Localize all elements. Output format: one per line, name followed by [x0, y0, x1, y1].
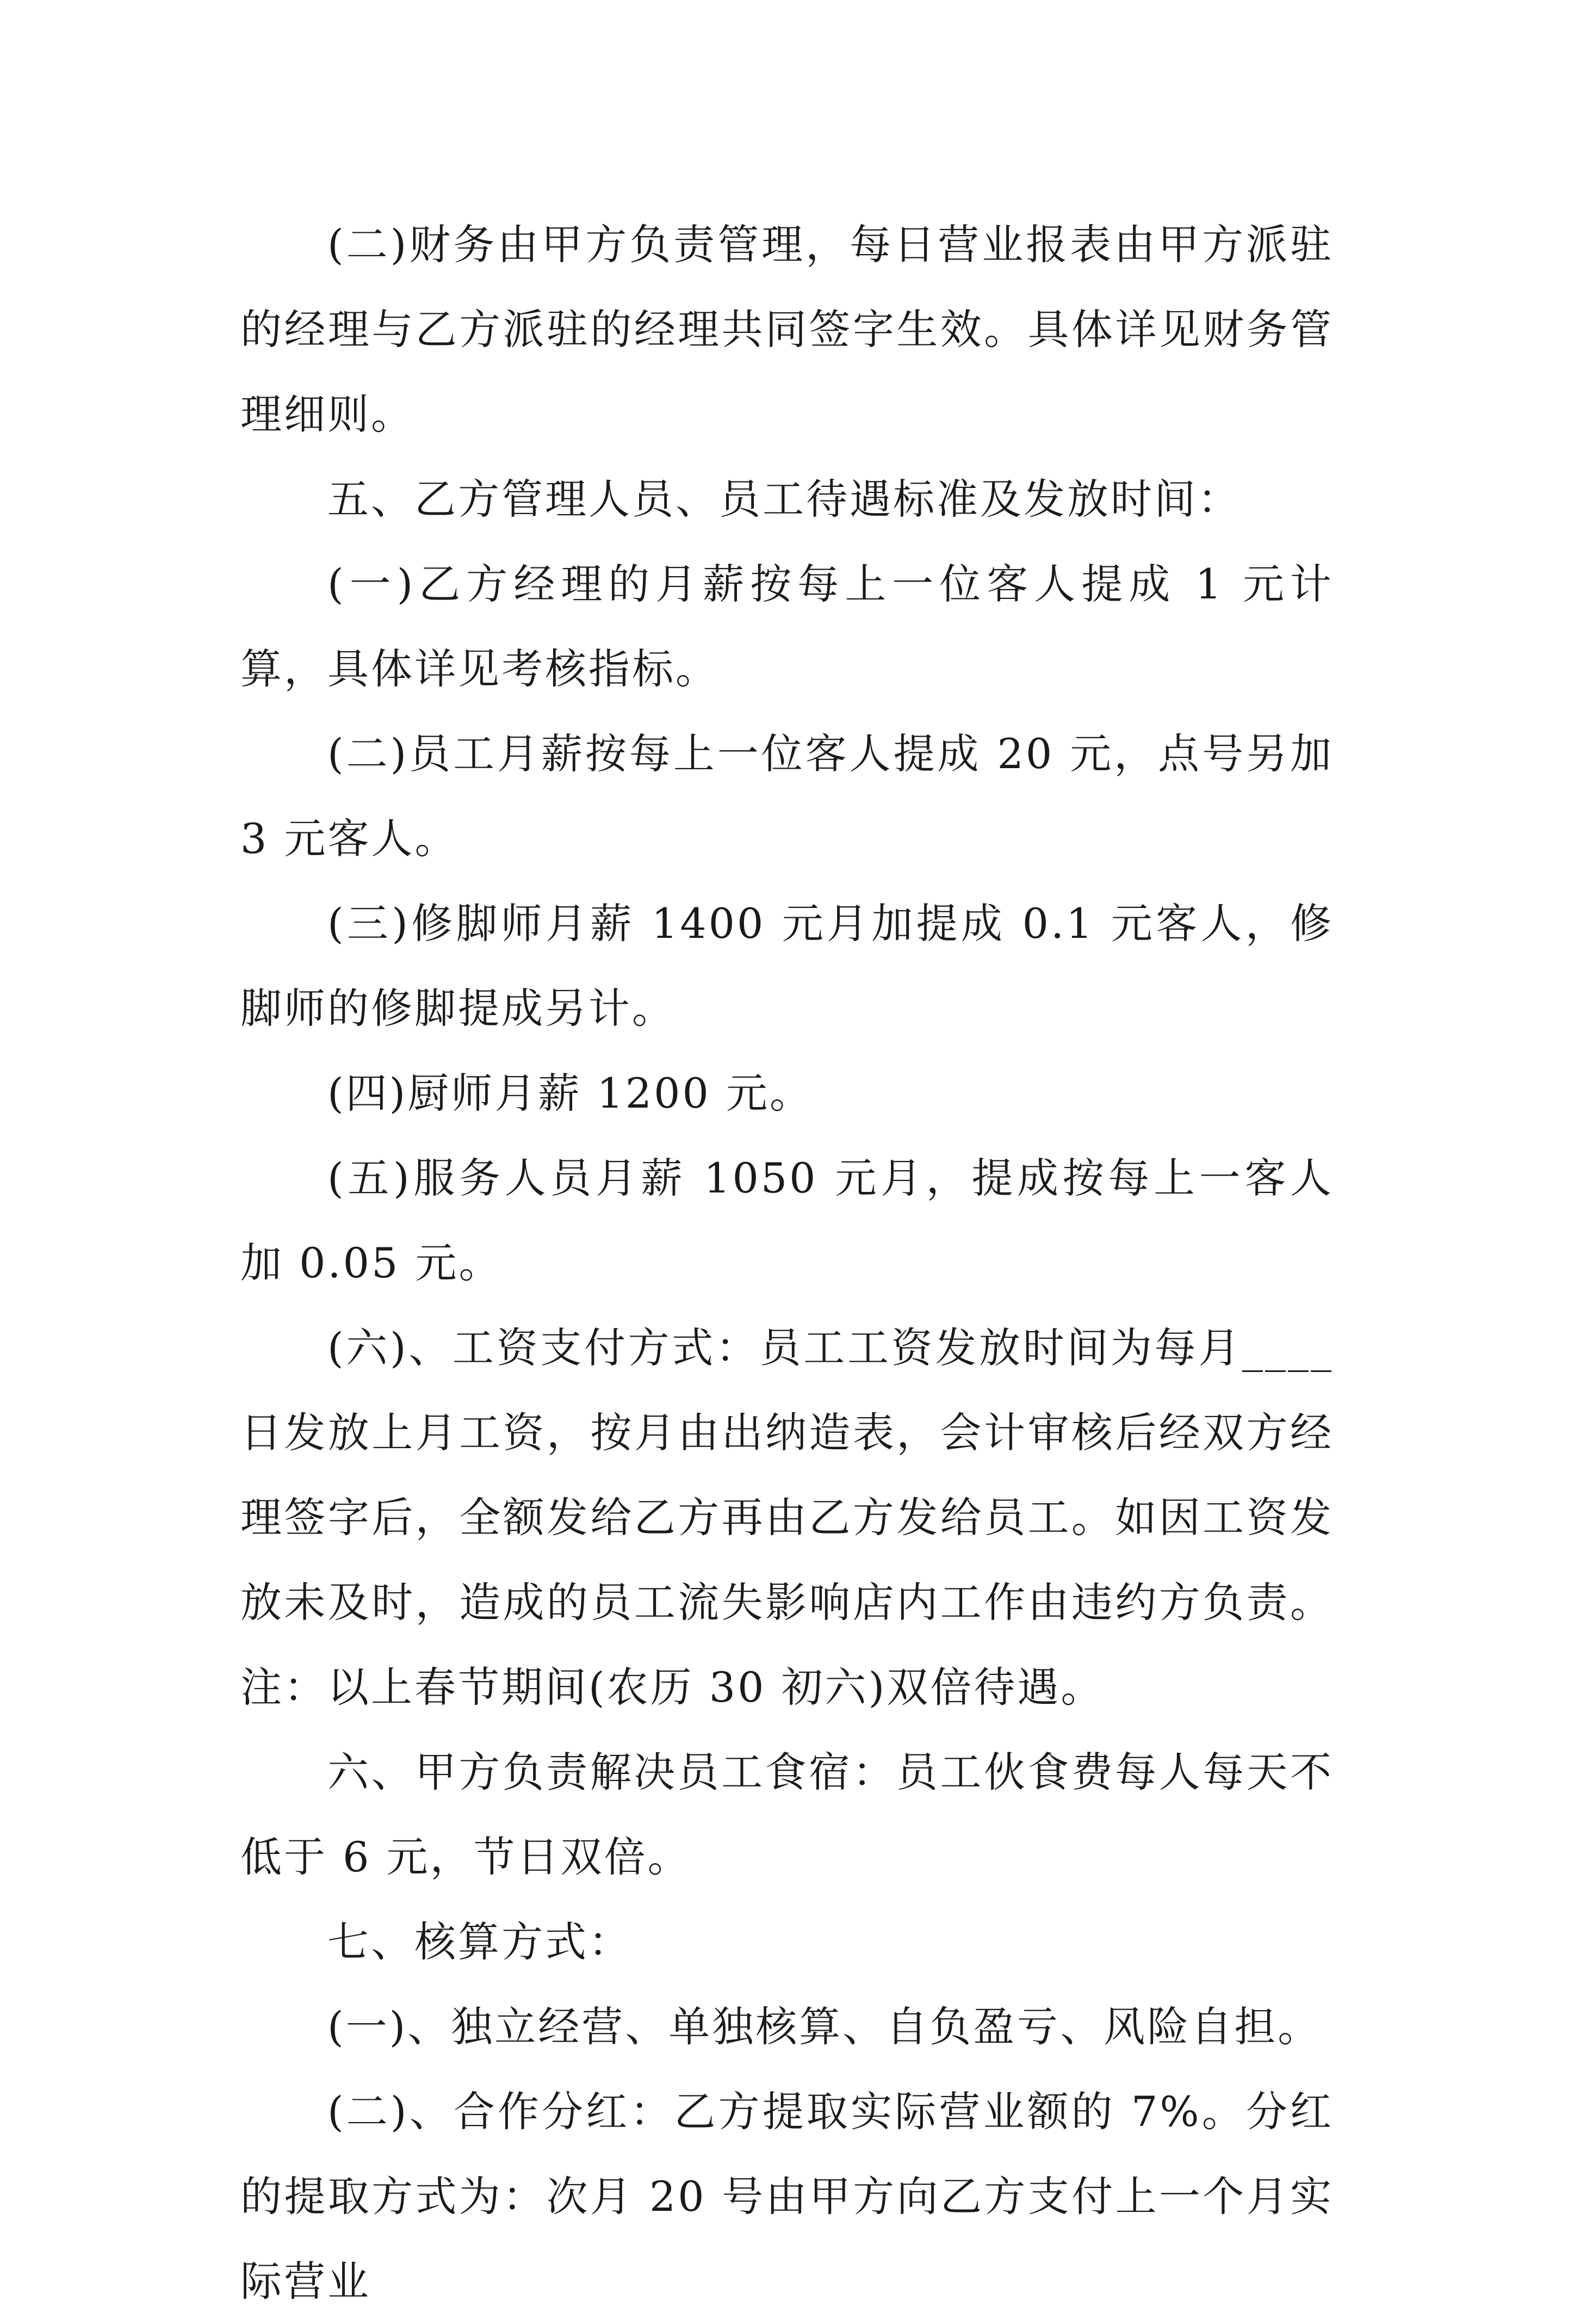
section-heading-accounting: 七、核算方式：	[327, 1918, 632, 1966]
paragraph-finance-management: (二)财务由甲方负责管理，每日营业报表由甲方派驻的经理与乙方派驻的经理共同签字生效。具体详见财务管理细则。	[240, 220, 1334, 438]
paragraph-profit-sharing: (二)、合作分红：乙方提取实际营业额的 7%。分红的提取方式为：次月 20 号由甲方向乙方支付上一个月实际营业	[240, 2087, 1334, 2306]
paragraph-pedicurist-salary: (三)修脚师月薪 1400 元月加提成 0.1 元客人，修脚师的修脚提成另计。	[240, 899, 1334, 1033]
paragraph-chef-salary: (四)厨师月薪 1200 元。	[327, 1069, 814, 1117]
paragraph-independent-operation: (一)、独立经营、单独核算、自负盈亏、风险自担。	[327, 2002, 1322, 2051]
paragraph-staff-salary: (二)员工月薪按每上一位客人提成 20 元，点号另加 3 元客人。	[240, 730, 1349, 863]
document-body	[240, 202, 1349, 2324]
paragraph-service-staff-salary: (五)服务人员月薪 1050 元月，提成按每上一客人加 0.05 元。	[240, 1154, 1334, 1287]
paragraph-manager-salary: (一)乙方经理的月薪按每上一位客人提成 1 元计算，具体详见考核指标。	[240, 560, 1334, 693]
section-heading-staff-pay: 五、乙方管理人员、员工待遇标准及发放时间：	[327, 475, 1241, 523]
section-heading-meals-lodging: 六、甲方负责解决员工食宿：员工伙食费每人每天不低于 6 元，节日双倍。	[240, 1748, 1334, 1881]
paragraph-payment-method: (六)、工资支付方式：员工工资发放时间为每月____日发放上月工资，按月由出纳造表，会计审核后经双方经理签字后，全额发给乙方再由乙方发给员工。如因工资发放未及时，造成的员工流失影响店内工作由违约方负责。注：以上春节期间(农历 30 初六)双倍待遇。	[240, 1324, 1334, 1711]
